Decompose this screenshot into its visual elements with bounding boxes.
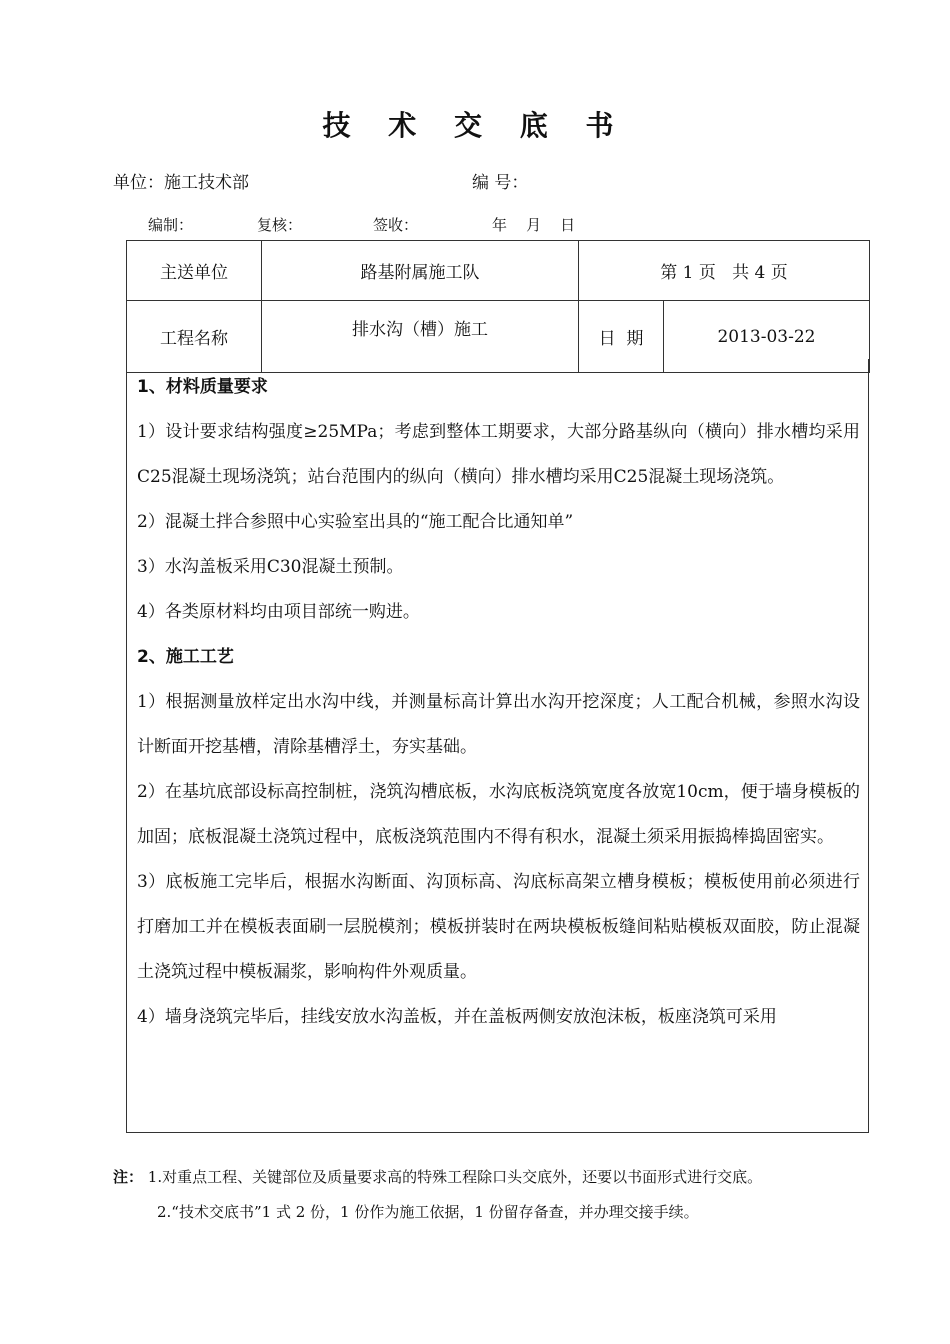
paragraph: 3）底板施工完毕后，根据水沟断面、沟顶标高、沟底标高架立槽身模板；模板使用前必须进行打磨加工并在模板表面刷一层脱模剂；模板拼装时在两块模板板缝间粘贴模板双面胶，防止混凝土浇筑过程中模板漏浆，影响构件外观质量。: [137, 872, 860, 982]
content-box: [126, 359, 869, 1133]
note-item-1: [113, 1166, 762, 1187]
unit-line: 单位：施工技术部: [113, 173, 249, 193]
paragraph: 1）设计要求结构强度≥25MPa；考虑到整体工期要求，大部分路基纵向（横向）排水槽均采用C25混凝土现场浇筑；站台范围内的纵向（横向）排水槽均采用C25混凝土现场浇筑。: [137, 422, 860, 487]
date-value: 2013-03-22: [664, 301, 870, 373]
send-unit-label: 主送单位: [127, 241, 262, 301]
date-label: 日 期: [579, 301, 664, 373]
page-info: 第 1 页 共 4 页: [579, 241, 870, 301]
paragraph: 1）根据测量放样定出水沟中线，并测量标高计算出水沟开挖深度；人工配合机械，参照水沟设计断面开挖基槽，清除基槽浮土，夯实基础。: [137, 692, 860, 757]
document-title: 技 术 交 底 书: [322, 109, 628, 142]
project-value: 排水沟（槽）施工: [262, 301, 579, 373]
reviewed-label: 复核：: [257, 216, 303, 234]
section-heading: 2、施工工艺: [137, 647, 234, 667]
paragraph: 4）各类原材料均由项目部统一购进。: [137, 602, 420, 622]
compiled-label: 编制：: [148, 216, 194, 234]
date-fields: 年 月 日: [492, 216, 576, 234]
paragraph: 3）水沟盖板采用C30混凝土预制。: [137, 557, 404, 577]
section-heading: 1、材料质量要求: [137, 377, 268, 397]
note-item-2: 2.“技术交底书”1 式 2 份，1 份作为施工依据，1 份留存备查，并办理交接手续。: [157, 1203, 699, 1221]
project-label: 工程名称: [127, 301, 262, 373]
number-label: 编 号：: [472, 173, 529, 193]
info-table: [126, 240, 870, 373]
paragraph: 4）墙身浇筑完毕后，挂线安放水沟盖板，并在盖板两侧安放泡沫板，板座浇筑可采用: [137, 1007, 777, 1027]
note-label: 注：: [113, 1168, 144, 1186]
note-text-1: 1.对重点工程、关键部位及质量要求高的特殊工程除口头交底外，还要以书面形式进行交底。: [147, 1168, 763, 1186]
paragraph: 2）混凝土拌合参照中心实验室出具的“施工配合比通知单”: [137, 512, 574, 532]
received-label: 签收：: [373, 216, 419, 234]
paragraph: 2）在基坑底部设标高控制桩，浇筑沟槽底板，水沟底板浇筑宽度各放宽10cm，便于墙身模板的加固；底板混凝土浇筑过程中，底板浇筑范围内不得有积水，混凝土须采用振捣棒捣固密实。: [137, 782, 860, 847]
table-row: [127, 241, 870, 301]
send-unit-value: 路基附属施工队: [262, 241, 579, 301]
